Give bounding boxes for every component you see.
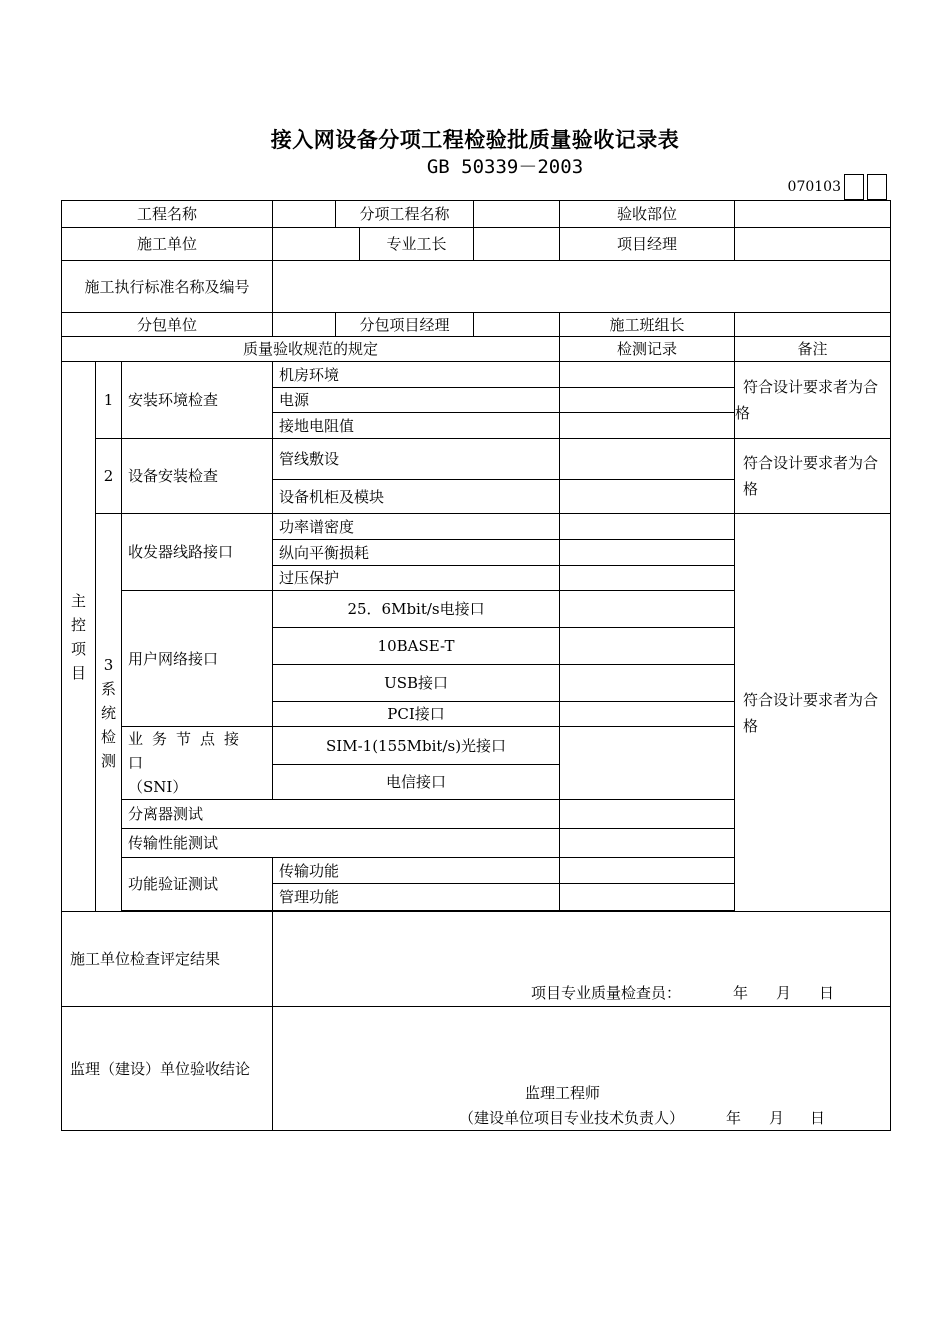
item-1-sub-1: 机房环境 xyxy=(273,362,560,388)
month-label: 月 xyxy=(776,984,792,1002)
construction-unit-label: 施工单位 xyxy=(62,228,273,261)
item-3-remark: 符合设计要求者为合格 xyxy=(735,514,891,912)
subcontractor-value[interactable] xyxy=(273,313,336,337)
transceiver-sub-1: 功率谱密度 xyxy=(273,514,560,540)
record-cell[interactable] xyxy=(560,514,735,540)
item-2-name: 设备安装检查 xyxy=(122,439,273,514)
record-cell[interactable] xyxy=(560,388,735,413)
record-cell[interactable] xyxy=(560,591,735,628)
function-verification-name: 功能验证测试 xyxy=(122,858,273,911)
record-cell[interactable] xyxy=(560,884,735,911)
owner-technical-lead-label: （建设单位项目专业技术负责人） xyxy=(459,1109,685,1127)
user-network-sub-4: PCI接口 xyxy=(273,702,560,727)
record-cell[interactable] xyxy=(560,413,735,439)
project-name-label: 工程名称 xyxy=(62,201,273,228)
item-1-remark: 符合设计要求者为合格 xyxy=(735,362,891,439)
user-network-sub-2: 10BASE-T xyxy=(273,628,560,665)
supervising-engineer-label: 监理工程师 xyxy=(525,1084,601,1102)
function-sub-2: 管理功能 xyxy=(273,884,560,911)
project-name-value[interactable] xyxy=(273,201,336,228)
record-cell[interactable] xyxy=(560,800,735,829)
construction-result-area[interactable] xyxy=(273,912,891,1007)
transmission-performance-test: 传输性能测试 xyxy=(122,829,560,858)
item-2-sub-2: 设备机柜及模块 xyxy=(273,480,560,514)
form-title: 接入网设备分项工程检验批质量验收记录表 xyxy=(270,128,680,152)
record-cell[interactable] xyxy=(560,665,735,702)
quality-inspector-label: 项目专业质量检查员： xyxy=(531,984,682,1002)
subitem-name-value[interactable] xyxy=(474,201,560,228)
foreman-value[interactable] xyxy=(474,228,560,261)
day-label: 日 xyxy=(819,984,835,1002)
item-3-label: 3 系统检测 xyxy=(96,514,122,912)
team-leader-value[interactable] xyxy=(735,313,891,337)
code-box-2[interactable] xyxy=(867,174,887,200)
record-cell[interactable] xyxy=(560,727,735,800)
record-cell[interactable] xyxy=(560,829,735,858)
standard-name-label: 施工执行标准名称及编号 xyxy=(62,261,273,313)
spec-column-header: 质量验收规范的规定 xyxy=(62,337,560,362)
year-label: 年 xyxy=(726,1109,742,1127)
sni-interface-name: 业务节点接口 （SNI） xyxy=(122,727,273,800)
record-cell[interactable] xyxy=(560,480,735,514)
standard-number: GB 50339－2003 xyxy=(426,156,584,178)
construction-result-label: 施工单位检查评定结果 xyxy=(62,912,273,1007)
user-network-sub-1: 25．6Mbit/s电接口 xyxy=(273,591,560,628)
transceiver-sub-3: 过压保护 xyxy=(273,566,560,591)
subitem-name-label: 分项工程名称 xyxy=(336,201,474,228)
form-code-row xyxy=(788,174,887,200)
record-cell[interactable] xyxy=(560,858,735,884)
acceptance-part-value[interactable] xyxy=(735,201,891,228)
record-cell[interactable] xyxy=(560,540,735,566)
project-manager-value[interactable] xyxy=(735,228,891,261)
project-manager-label: 项目经理 xyxy=(560,228,735,261)
code-box-1[interactable] xyxy=(844,174,864,200)
splitter-test: 分离器测试 xyxy=(122,800,560,829)
item-2-remark: 符合设计要求者为合格 xyxy=(735,439,891,514)
record-cell[interactable] xyxy=(560,439,735,480)
item-1-sub-3: 接地电阻值 xyxy=(273,413,560,439)
user-network-sub-3: USB接口 xyxy=(273,665,560,702)
record-cell[interactable] xyxy=(560,362,735,388)
sni-sub-2: 电信接口 xyxy=(273,765,560,800)
item-1-name: 安装环境检查 xyxy=(122,362,273,439)
user-network-interface-name: 用户网络接口 xyxy=(122,591,273,727)
function-sub-1: 传输功能 xyxy=(273,858,560,884)
acceptance-record-table xyxy=(61,200,891,1131)
sni-sub-1: SIM-1(155Mbit/s)光接口 xyxy=(273,727,560,765)
main-control-items-label: 主控项目 xyxy=(62,362,96,912)
transceiver-sub-2: 纵向平衡损耗 xyxy=(273,540,560,566)
record-cell[interactable] xyxy=(560,566,735,591)
day-label: 日 xyxy=(810,1109,826,1127)
subcontractor-label: 分包单位 xyxy=(62,313,273,337)
foreman-label: 专业工长 xyxy=(360,228,474,261)
sub-project-manager-value[interactable] xyxy=(474,313,560,337)
sub-project-manager-label: 分包项目经理 xyxy=(336,313,474,337)
construction-unit-value[interactable] xyxy=(273,228,360,261)
year-label: 年 xyxy=(733,984,749,1002)
acceptance-part-label: 验收部位 xyxy=(560,201,735,228)
form-code: 070103 xyxy=(787,179,841,195)
remark-column-header: 备注 xyxy=(735,337,891,362)
item-2-sub-1: 管线敷设 xyxy=(273,439,560,480)
item-1-number: 1 xyxy=(96,362,122,439)
transceiver-interface-name: 收发器线路接口 xyxy=(122,514,273,591)
record-cell[interactable] xyxy=(560,702,735,727)
month-label: 月 xyxy=(769,1109,785,1127)
item-1-sub-2: 电源 xyxy=(273,388,560,413)
supervision-conclusion-label: 监理（建设）单位验收结论 xyxy=(62,1007,273,1131)
supervision-conclusion-area[interactable] xyxy=(273,1007,891,1131)
record-column-header: 检测记录 xyxy=(560,337,735,362)
item-2-number: 2 xyxy=(96,439,122,514)
team-leader-label: 施工班组长 xyxy=(560,313,735,337)
standard-name-value[interactable] xyxy=(273,261,891,313)
record-cell[interactable] xyxy=(560,628,735,665)
